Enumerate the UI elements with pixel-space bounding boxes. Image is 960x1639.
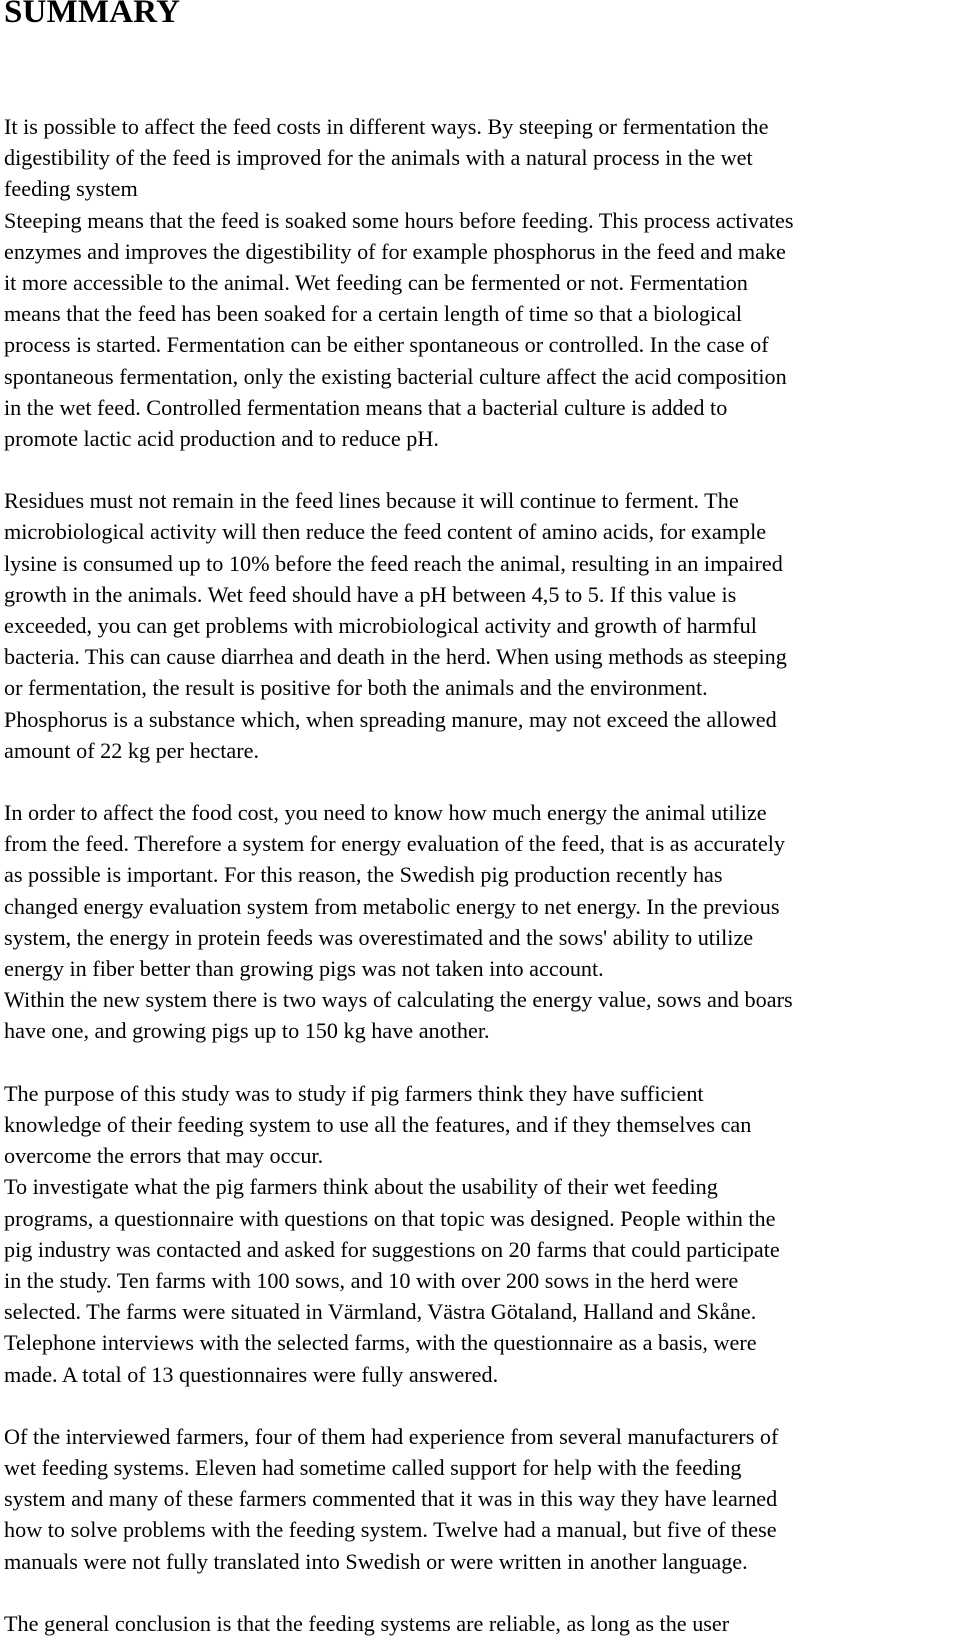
- text-line: system, the energy in protein feeds was overestimated and the sows' ability to utilize: [4, 924, 754, 950]
- text-line: enzymes and improves the digestibility of for example phosphorus in the feed and make: [4, 238, 786, 264]
- text-line: Residues must not remain in the feed lines because it will continue to ferment. The: [4, 488, 739, 514]
- text-line: pig industry was contacted and asked for suggestions on 20 farms that could participate: [4, 1236, 780, 1262]
- text-line: microbiological activity will then reduce the feed content of amino acids, for example: [4, 519, 767, 545]
- text-line: from the feed. Therefore a system for energy evaluation of the feed, that is as accurately: [4, 831, 785, 857]
- text-line: energy in fiber better than growing pigs was not taken into account.: [4, 956, 604, 982]
- text-line: lysine is consumed up to 10% before the feed reach the animal, resulting in an impaired: [4, 550, 783, 576]
- text-line: Phosphorus is a substance which, when spreading manure, may not exceed the allowed: [4, 706, 777, 732]
- text-line: made. A total of 13 questionnaires were fully answered.: [4, 1361, 499, 1387]
- document-page: [4, 0, 956, 1639]
- text-line: growth in the animals. Wet feed should have a pH between 4,5 to 5. If this value is: [4, 581, 737, 607]
- text-line: system and many of these farmers commented that it was in this way they have learned: [4, 1486, 778, 1512]
- text-line: how to solve problems with the feeding system. Twelve had a manual, but five of these: [4, 1517, 777, 1543]
- text-line: knowledge of their feeding system to use all the features, and if they themselves can: [4, 1111, 752, 1137]
- paragraph-spacer: [4, 1047, 956, 1078]
- text-line: selected. The farms were situated in Värmland, Västra Götaland, Halland and Skåne.: [4, 1299, 757, 1325]
- paragraph-block: [4, 1421, 956, 1577]
- text-line: Steeping means that the feed is soaked some hours before feeding. This process activates: [4, 207, 794, 233]
- text-line: changed energy evaluation system from metabolic energy to net energy. In the previous: [4, 893, 780, 919]
- text-line: In order to affect the food cost, you need to know how much energy the animal utilize: [4, 800, 767, 826]
- text-line: wet feeding systems. Eleven had sometime called support for help with the feeding: [4, 1454, 742, 1480]
- text-line: The general conclusion is that the feeding systems are reliable, as long as the user: [4, 1610, 730, 1636]
- text-line: bacteria. This can cause diarrhea and death in the herd. When using methods as steeping: [4, 644, 787, 670]
- text-line: It is possible to affect the feed costs in different ways. By steeping or fermentation the: [4, 114, 769, 139]
- text-line: overcome the errors that may occur.: [4, 1143, 324, 1169]
- paragraph-spacer: [4, 454, 956, 485]
- text-line: amount of 22 kg per hectare.: [4, 737, 260, 763]
- text-line: Telephone interviews with the selected farms, with the questionnaire as a basis, were: [4, 1330, 757, 1356]
- paragraph-spacer: [4, 1577, 956, 1608]
- text-line: programs, a questionnaire with questions on that topic was designed. People within the: [4, 1205, 776, 1231]
- text-line: To investigate what the pig farmers think about the usability of their wet feeding: [4, 1174, 718, 1200]
- text-line: as possible is important. For this reason, the Swedish pig production recently has: [4, 862, 723, 888]
- text-line: promote lactic acid production and to reduce pH.: [4, 426, 439, 452]
- paragraph-block: [4, 1608, 956, 1639]
- paragraph-block: [4, 485, 956, 766]
- text-line: in the study. Ten farms with 100 sows, and 10 with over 200 sows in the herd were: [4, 1267, 739, 1293]
- text-line: The purpose of this study was to study if pig farmers think they have sufficient: [4, 1080, 704, 1106]
- text-line: or fermentation, the result is positive for both the animals and the environment.: [4, 675, 708, 701]
- summary-body: [4, 111, 956, 1639]
- paragraph-block: [4, 797, 956, 1047]
- text-line: spontaneous fermentation, only the existing bacterial culture affect the acid composition: [4, 363, 787, 389]
- text-line: in the wet feed. Controlled fermentation means that a bacterial culture is added to: [4, 394, 728, 420]
- text-line: digestibility of the feed is improved for the animals with a natural process in the wet: [4, 145, 753, 171]
- text-line: Of the interviewed farmers, four of them had experience from several manufacturers of: [4, 1423, 779, 1449]
- text-line: means that the feed has been soaked for a certain length of time so that a biological: [4, 301, 743, 327]
- text-line: have one, and growing pigs up to 150 kg have another.: [4, 1018, 490, 1044]
- text-line: feeding system: [4, 176, 138, 202]
- page-title: SUMMARY: [4, 0, 181, 30]
- paragraph-spacer: [4, 766, 956, 797]
- paragraph-block: [4, 111, 956, 454]
- text-line: it more accessible to the animal. Wet feeding can be fermented or not. Fermentation: [4, 270, 748, 296]
- paragraph-block: [4, 1078, 956, 1390]
- text-line: exceeded, you can get problems with microbiological activity and growth of harmful: [4, 613, 757, 639]
- text-line: process is started. Fermentation can be either spontaneous or controlled. In the case of: [4, 332, 769, 358]
- paragraph-spacer: [4, 1390, 956, 1421]
- text-line: Within the new system there is two ways of calculating the energy value, sows and boars: [4, 987, 793, 1013]
- text-line: manuals were not fully translated into Swedish or were written in another language.: [4, 1548, 748, 1574]
